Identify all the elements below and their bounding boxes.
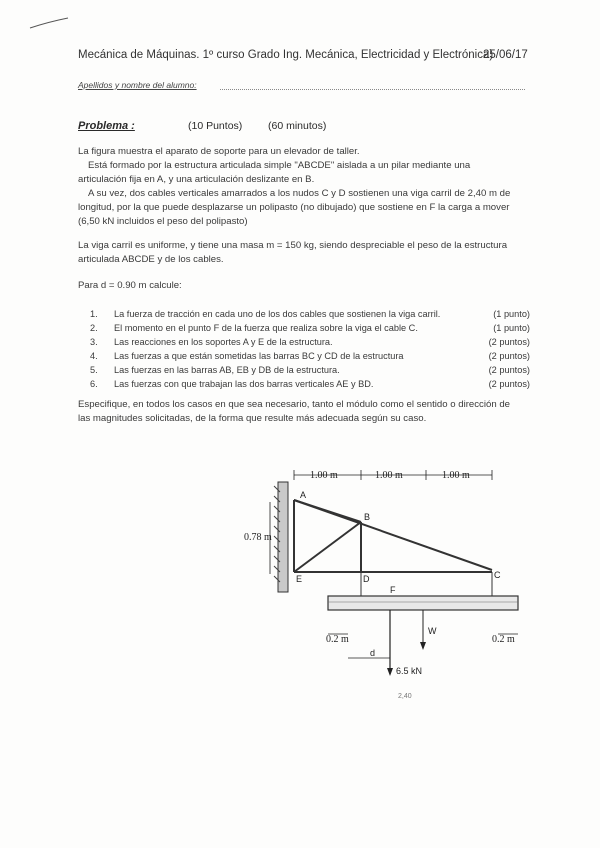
node-c-label: C (494, 570, 501, 580)
question-item (90, 307, 530, 321)
node-a-label: A (300, 490, 307, 500)
node-b-label: B (364, 512, 371, 522)
wall-pillar (274, 482, 288, 592)
dim-top-2: 1.00 m (375, 470, 403, 481)
question-item (90, 377, 530, 391)
question-points: (2 puntos) (488, 379, 530, 389)
truss-members (294, 500, 492, 572)
question-number: 4. (90, 351, 98, 361)
student-name-field[interactable] (220, 89, 525, 90)
offset-left: 0.2 m (326, 634, 349, 645)
d-label: d (370, 648, 376, 658)
question-number: 3. (90, 337, 98, 347)
question-text: Las fuerzas con que trabajan las dos barras verticales AE y BD. (114, 379, 374, 389)
dim-side: 0.78 m (244, 532, 272, 543)
question-item (90, 349, 530, 363)
problem-time: (60 minutos) (268, 120, 327, 132)
question-number: 2. (90, 323, 98, 333)
question-points: (2 puntos) (488, 365, 530, 375)
student-name-label: Apellidos y nombre del alumno: (78, 80, 197, 90)
question-item (90, 363, 530, 377)
question-item (90, 321, 530, 335)
question-text: La fuerza de tracción en cada uno de los dos cables que sostienen la viga carril. (114, 309, 441, 319)
dim-top-3: 1.00 m (442, 470, 470, 481)
beam-paragraph (78, 239, 540, 267)
statement-line: La figura muestra el aparato de soporte para un elevador de taller. (78, 146, 360, 157)
node-e-label: E (296, 574, 303, 584)
figure-caption: 2,40 (398, 693, 412, 700)
question-points: (2 puntos) (488, 351, 530, 361)
statement-line: A su vez, dos cables verticales amarrados a los nudos C y D sostienen una viga carril de 2,40 m de (88, 188, 511, 199)
question-text: Las fuerzas a que están sometidas las barras BC y CD de la estructura (114, 351, 404, 361)
exam-date: 25/06/17 (483, 49, 528, 61)
question-text: El momento en el punto F de la fuerza que realiza sobre la viga el cable C. (114, 323, 418, 333)
closing-line: las magnitudes solicitadas, de la forma que resulte más adecuada según su caso. (78, 413, 427, 424)
offset-right: 0.2 m (492, 634, 515, 645)
given-data (78, 279, 540, 293)
problem-title: Problema : (78, 120, 135, 132)
closing-paragraph (78, 398, 540, 426)
node-d-label: D (363, 574, 370, 584)
question-points: (1 punto) (493, 323, 530, 333)
rail-beam (328, 596, 518, 610)
question-points: (1 punto) (493, 309, 530, 319)
question-item (90, 335, 530, 349)
question-text: Las fuerzas en las barras AB, EB y DB de la estructura. (114, 365, 340, 375)
question-number: 5. (90, 365, 98, 375)
problem-points: (10 Puntos) (188, 120, 243, 132)
given-line: Para d = 0.90 m calcule: (78, 280, 182, 291)
question-text: Las reacciones en los soportes A y E de la estructura. (114, 337, 333, 347)
structure-diagram (230, 462, 540, 707)
question-number: 6. (90, 379, 98, 389)
question-list (90, 307, 530, 391)
closing-line: Especifique, en todos los casos en que sea necesario, tanto el módulo como el sentido o dirección de (78, 399, 510, 410)
statement-line: longitud, por la que puede desplazarse un polipasto (no dibujado) que sostiene en F la carga a mover (78, 202, 510, 213)
course-title: Mecánica de Máquinas. 1º curso Grado Ing. Mecánica, Electricidad y Electrónica) (78, 49, 494, 61)
load-arrowhead (387, 668, 393, 676)
statement-line: Está formado por la estructura articulada simple "ABCDE" aislada a un pilar mediante una (88, 160, 471, 171)
question-points: (2 puntos) (488, 337, 530, 347)
weight-label: W (428, 626, 437, 636)
statement-line: (6,50 kN incluidos el peso del polipasto) (78, 216, 248, 227)
question-number: 1. (90, 309, 98, 319)
point-f-label: F (390, 585, 396, 595)
scan-mark (28, 14, 78, 34)
statement-paragraph (78, 145, 540, 229)
statement-line: La viga carril es uniforme, y tiene una masa m = 150 kg, siendo despreciable el peso de la estructura (78, 240, 508, 251)
statement-line: articulación fija en A, y una articulación deslizante en B. (78, 174, 315, 185)
statement-line: articulada ABCDE y de los cables. (78, 254, 224, 265)
load-label: 6.5 kN (396, 666, 423, 676)
weight-arrowhead (420, 642, 426, 650)
dim-top-1: 1.00 m (310, 470, 338, 481)
